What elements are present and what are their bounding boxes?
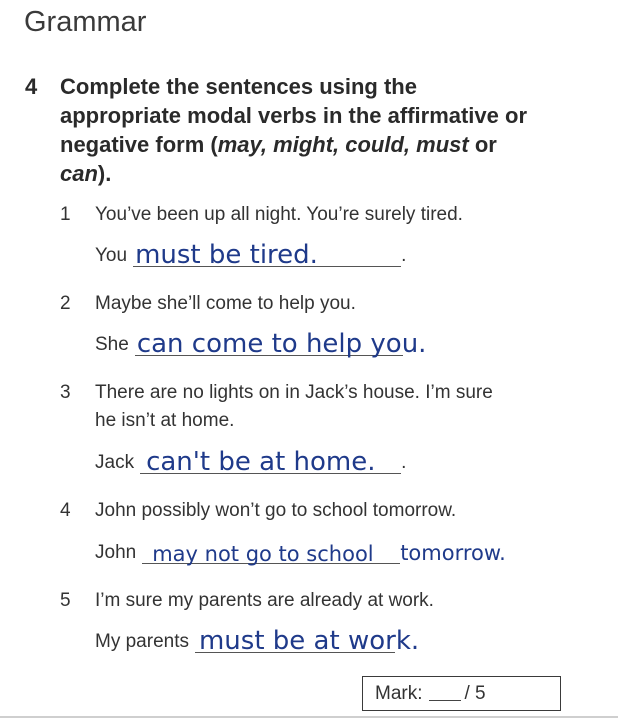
instruction-text: ). bbox=[97, 161, 112, 186]
section-heading: Grammar bbox=[24, 6, 147, 38]
handwritten-answer: can't be at home. bbox=[146, 447, 376, 477]
answer-row bbox=[95, 240, 407, 270]
instruction-line-1: Complete the sentences using the bbox=[60, 74, 417, 99]
answer-blank[interactable] bbox=[133, 240, 401, 270]
modal-verbs-list: may, might, could, must bbox=[217, 132, 469, 157]
item-prompt: I’m sure my parents are already at work. bbox=[95, 590, 434, 611]
answer-subject: She bbox=[95, 334, 129, 355]
answer-subject: Jack bbox=[95, 452, 135, 473]
item-prompt-line-1: There are no lights on in Jack’s house. I’m sure bbox=[95, 382, 493, 403]
item-number: 4 bbox=[60, 500, 71, 521]
answer-tail: tomorrow. bbox=[400, 541, 506, 565]
mark-box bbox=[362, 676, 561, 711]
handwritten-answer: must be at work. bbox=[198, 626, 420, 656]
answer-blank[interactable] bbox=[195, 626, 420, 656]
instruction-line-4 bbox=[60, 161, 111, 187]
item-number: 1 bbox=[60, 204, 71, 225]
instruction-text: negative form ( bbox=[60, 132, 218, 157]
mark-label: Mark: bbox=[375, 682, 423, 704]
answer-row bbox=[95, 447, 407, 477]
modal-verb: can bbox=[60, 161, 98, 186]
answer-row bbox=[95, 626, 420, 656]
answer-subject: My parents bbox=[95, 631, 189, 652]
item-prompt: John possibly won’t go to school tomorrow. bbox=[95, 500, 457, 521]
item-number: 5 bbox=[60, 590, 71, 611]
answer-blank[interactable] bbox=[142, 539, 400, 564]
answer-subject: You bbox=[95, 245, 128, 266]
handwritten-answer: may not go to school bbox=[152, 542, 374, 566]
item-prompt: You’ve been up all night. You’re surely tired. bbox=[95, 204, 463, 225]
answer-blank[interactable] bbox=[135, 329, 427, 359]
handwritten-answer: must be tired. bbox=[135, 240, 318, 270]
mark-score-blank[interactable] bbox=[429, 686, 461, 701]
answer-subject: John bbox=[95, 542, 137, 563]
exercise-number: 4 bbox=[25, 74, 38, 99]
item-prompt: Maybe she’ll come to help you. bbox=[95, 293, 356, 314]
item-prompt-line-2: he isn’t at home. bbox=[95, 410, 235, 431]
instruction-line-3 bbox=[60, 132, 497, 158]
answer-tail: . bbox=[401, 245, 407, 266]
instruction-text: or bbox=[468, 132, 497, 157]
answer-row bbox=[95, 329, 427, 359]
handwritten-answer: can come to help you. bbox=[136, 329, 427, 359]
answer-row bbox=[95, 539, 506, 564]
item-number: 2 bbox=[60, 293, 71, 314]
mark-total: / 5 bbox=[464, 682, 486, 704]
answer-blank[interactable] bbox=[140, 447, 401, 477]
item-number: 3 bbox=[60, 382, 71, 403]
answer-tail: . bbox=[401, 452, 407, 473]
bottom-divider bbox=[0, 716, 618, 718]
instruction-line-2: appropriate modal verbs in the affirmative or bbox=[60, 103, 528, 128]
